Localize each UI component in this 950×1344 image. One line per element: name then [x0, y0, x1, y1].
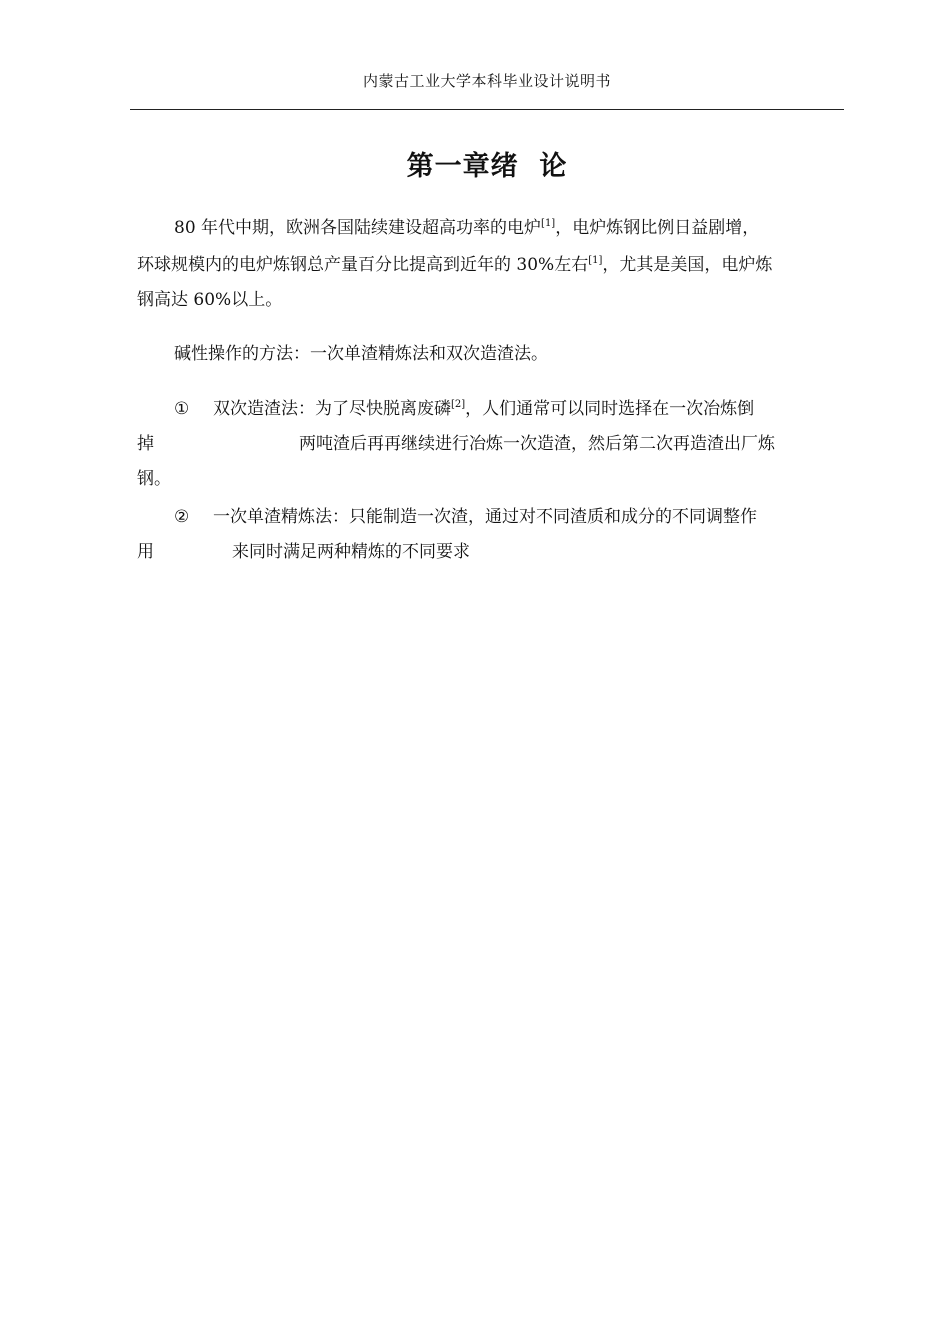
list-item-1-line3: 钢。 [137, 469, 171, 489]
paragraph1-line2 [137, 253, 772, 277]
citation-ref: [2] [451, 399, 466, 410]
citation-ref: [1] [541, 218, 556, 229]
paragraph1-line2-text-end: ，尤其是美国，电炉炼 [602, 255, 773, 275]
paragraph1-line3: 钢高达 60%以上。 [137, 290, 283, 310]
list-item-1-line2-start: 掉 [137, 434, 154, 454]
citation-ref: [1] [588, 255, 603, 266]
list-item-1-line1-text: 双次造渣法：为了尽快脱离废磷 [213, 399, 451, 419]
header-divider [130, 109, 844, 110]
list-item-1-marker: ① [174, 399, 190, 419]
list-item-2-marker: ② [174, 507, 190, 527]
paragraph2-line1: 碱性操作的方法：一次单渣精炼法和双次造渣法。 [174, 344, 548, 364]
chapter-title: 第一章绪 论 [406, 151, 568, 182]
list-item-2-line1: 一次单渣精炼法：只能制造一次渣，通过对不同渣质和成分的不同调整作 [213, 507, 757, 527]
paragraph1-line1-text-end: ，电炉炼钢比例日益剧增， [555, 218, 760, 238]
running-header: 内蒙古工业大学本科毕业设计说明书 [362, 72, 611, 90]
paragraph1-line1 [174, 216, 759, 240]
list-item-1-line1-text-end: ，人们通常可以同时选择在一次冶炼倒 [465, 399, 755, 419]
list-item-2-line2-start: 用 [137, 542, 154, 562]
list-item-2-line2: 来同时满足两种精炼的不同要求 [232, 542, 470, 562]
paragraph1-line2-text: 环球规模内的电炉炼钢总产量百分比提高到近年的 30%左右 [137, 255, 589, 275]
list-item-1-line1 [213, 397, 754, 421]
list-item-1-line2: 两吨渣后再再继续进行冶炼一次造渣，然后第二次再造渣出厂炼 [299, 434, 775, 454]
paragraph1-line1-text: 80 年代中期，欧洲各国陆续建设超高功率的电炉 [174, 218, 542, 238]
